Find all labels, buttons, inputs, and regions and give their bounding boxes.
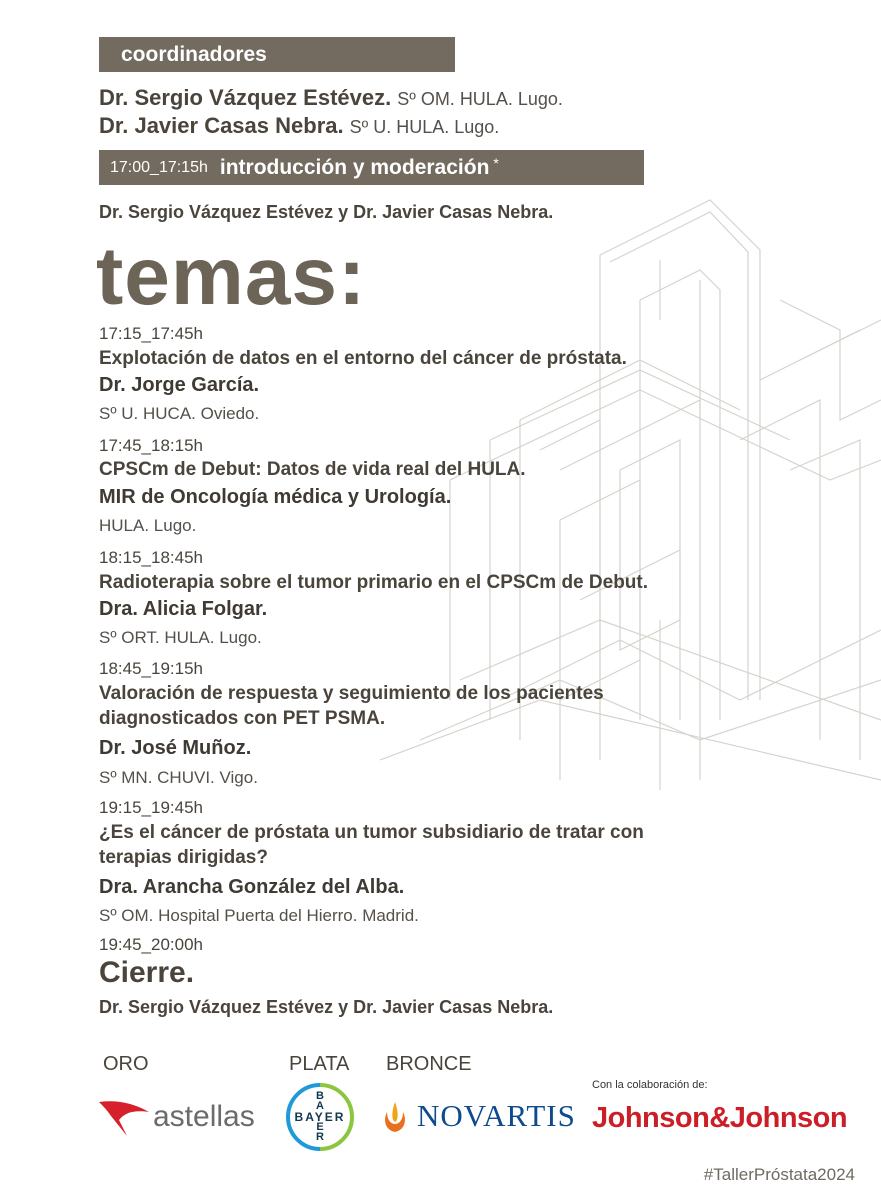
hashtag: #TallerPróstata2024 [703, 1165, 855, 1184]
session-time: 17:45_18:15h [99, 436, 203, 455]
session-speaker: Dr. Jorge García. [99, 374, 260, 396]
coordinator-line [99, 85, 563, 111]
coordinator-name: Dr. Sergio Vázquez Estévez. [99, 85, 392, 110]
session-speaker: Dra. Alicia Folgar. [99, 598, 268, 620]
session-topic: Valoración de respuesta y seguimiento de los pacientes [99, 683, 604, 704]
closing-time: 19:45_20:00h [99, 935, 203, 954]
intro-title: introducción y moderación [219, 155, 490, 179]
colaboracion-label: Con la colaboración de: [592, 1079, 708, 1091]
intro-time: 17:00_17:15h [110, 158, 208, 176]
closing-speakers: Dr. Sergio Vázquez Estévez y Dr. Javier Casas Nebra. [99, 997, 554, 1017]
coordinadores-header [99, 37, 455, 72]
coordinadores-label: coordinadores [121, 42, 267, 66]
session-affiliation: Sº MN. CHUVI. Vigo. [99, 768, 258, 787]
intro-header [99, 150, 644, 185]
coordinator-line [99, 113, 499, 139]
coordinator-affiliation: Sº U. HULA. Lugo. [349, 117, 500, 137]
session-topic: ¿Es el cáncer de próstata un tumor subsidiario de tratar con [99, 822, 644, 843]
svg-text:A: A [316, 1100, 324, 1112]
session-topic: Radioterapia sobre el tumor primario en el CPSCm de Debut. [99, 572, 649, 593]
novartis-flame-icon [381, 1098, 409, 1134]
novartis-logo [381, 1098, 591, 1138]
session-affiliation: Sº ORT. HULA. Lugo. [99, 628, 262, 647]
session-topic: diagnosticados con PET PSMA. [99, 708, 386, 729]
session-affiliation: Sº OM. Hospital Puerta del Hierro. Madrid. [99, 906, 419, 925]
intro-moderators: Dr. Sergio Vázquez Estévez y Dr. Javier Casas Nebra. [99, 202, 554, 222]
session-topic: terapias dirigidas? [99, 847, 268, 868]
astellas-swoosh-icon [97, 1090, 155, 1138]
bayer-logo [285, 1082, 355, 1152]
astellas-wordmark: astellas [153, 1100, 255, 1133]
temas-heading: temas: [96, 231, 367, 322]
sponsor-oro-label: ORO [103, 1053, 149, 1075]
astellas-logo [97, 1090, 277, 1140]
coordinator-name: Dr. Javier Casas Nebra. [99, 113, 344, 138]
session-speaker: Dr. José Muñoz. [99, 737, 252, 759]
session-affiliation: Sº U. HUCA. Oviedo. [99, 404, 260, 423]
sponsor-bronce-label: BRONCE [386, 1053, 472, 1075]
session-time: 18:45_19:15h [99, 659, 203, 678]
novartis-wordmark: NOVARTIS [417, 1098, 576, 1133]
bayer-wordmark: BAYER [294, 1110, 346, 1124]
coordinator-affiliation: Sº OM. HULA. Lugo. [397, 89, 563, 109]
session-affiliation: HULA. Lugo. [99, 516, 197, 535]
closing-title: Cierre. [99, 956, 195, 989]
svg-text:R: R [316, 1131, 324, 1143]
session-speaker: Dra. Arancha González del Alba. [99, 876, 405, 898]
session-speaker: MIR de Oncología médica y Urología. [99, 486, 452, 508]
session-time: 19:15_19:45h [99, 798, 203, 817]
svg-text:E: E [316, 1121, 324, 1133]
intro-mark: * [493, 154, 499, 171]
session-time: 17:15_17:45h [99, 324, 203, 343]
session-topic: Explotación de datos en el entorno del cáncer de próstata. [99, 348, 627, 369]
jnj-logo: Johnson&Johnson [592, 1102, 848, 1134]
sponsor-plata-label: PLATA [289, 1053, 350, 1075]
session-topic: CPSCm de Debut: Datos de vida real del HULA. [99, 459, 526, 480]
svg-text:B: B [316, 1090, 324, 1102]
session-time: 18:15_18:45h [99, 548, 203, 567]
